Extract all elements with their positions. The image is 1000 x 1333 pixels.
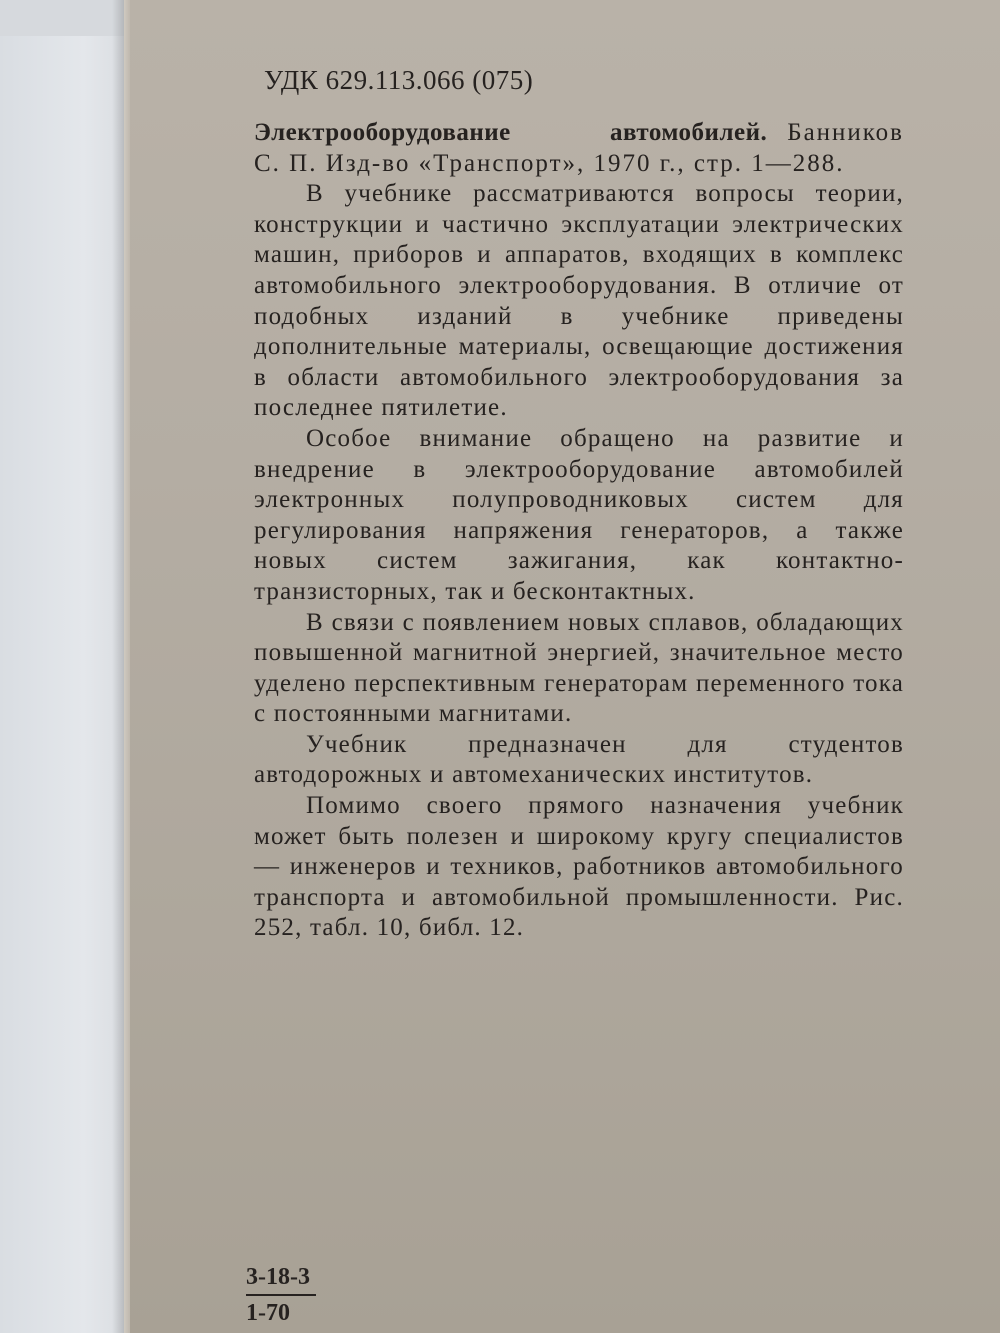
annotation-block (254, 60, 904, 944)
paragraph-4: Учебник предназначен для студентов автодорожных и автомеханических институтов. (254, 730, 904, 789)
catalog-code (246, 1262, 316, 1328)
paragraph-1: В учебнике рассматриваются вопросы теории, конструкции и частично эксплуатации электрических машин, приборов и аппаратов, входящих в комплекс автомобильного электрооборудования. В отличие от подобных изданий в учебнике приведены дополнительные материалы, освещающие достижения в области автомобильного электрооборудования за последнее пятилетие. (254, 180, 904, 422)
paragraph-2: Особое внимание обращено на развитие и внедрение в электрооборудование автомобилей электронных полупроводниковых систем для регулирования напряжения генераторов, а также новых систем зажигания, как контактно-транзисторных, так и бесконтактных. (254, 424, 904, 605)
catalog-code-bottom: 1-70 (246, 1300, 290, 1326)
book-page (124, 0, 1000, 1333)
annotation-text (254, 118, 904, 944)
paragraph-5: Помимо своего прямого назначения учебник может быть полезен и широкому кругу специалистов — инженеров и техников, работников автомобильного транспорта и автомобильной промышленности. Рис. 252, табл. 10, библ. 12. (254, 792, 904, 942)
udk-code: УДК 629.113.066 (075) (264, 65, 534, 95)
bibliographic-entry (254, 118, 904, 179)
paragraph-3: В связи с появлением новых сплавов, обладающих повышенной магнитной энергией, значительное место уделено перспективным генераторам переменного тока с постоянными магнитами. (254, 608, 904, 728)
book-title: Электрооборудование автомобилей. (254, 119, 768, 146)
page-edge (124, 0, 130, 1333)
catalog-code-top: 3-18-3 (246, 1262, 316, 1296)
author-publisher-line: Банников С. П. Изд-во «Транспорт», 1970 г., стр. 1—288. (254, 119, 904, 177)
